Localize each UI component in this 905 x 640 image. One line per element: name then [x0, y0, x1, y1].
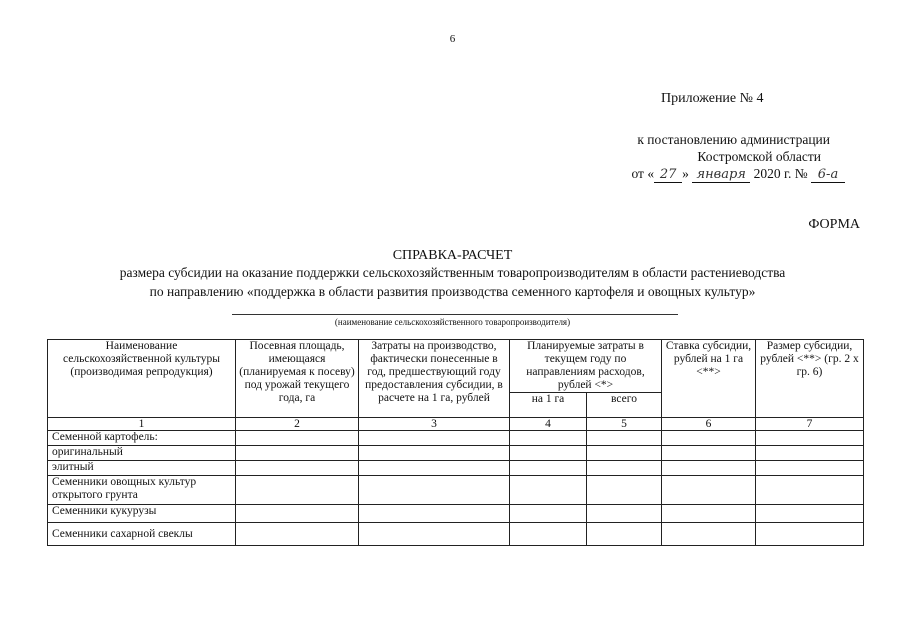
table-cell: [359, 505, 510, 523]
column-number: 1: [48, 418, 236, 431]
table-cell: [236, 431, 359, 446]
table-cell: [587, 505, 662, 523]
date-prefix: от «: [631, 166, 655, 181]
table-cell: [587, 523, 662, 546]
column-number: 2: [236, 418, 359, 431]
table-cell: [359, 523, 510, 546]
column-number: 3: [359, 418, 510, 431]
producer-name-line: [232, 314, 678, 315]
table-cell: [662, 461, 756, 476]
table-cell: [756, 446, 864, 461]
table-cell: [662, 431, 756, 446]
table-cell: [587, 446, 662, 461]
table-cell: [662, 476, 756, 505]
date-month-handwritten: января: [692, 168, 750, 183]
table-cell: [662, 505, 756, 523]
header-subsidy-amount: Размер субсидии, рублей <**> (гр. 2 x гр. 6): [756, 340, 864, 418]
producer-caption: (наименование сельскохозяйственного товаропроизводителя): [334, 317, 571, 327]
header-production-costs: Затраты на производство, фактически понесенные в год, предшествующий году предоставления субсидии, в расчете на 1 га, рублей: [359, 340, 510, 418]
table-cell: [662, 523, 756, 546]
date-year: 2020 г. №: [753, 166, 808, 181]
table-cell: [587, 461, 662, 476]
table-row: [48, 476, 864, 505]
table-cell: [236, 505, 359, 523]
crop-label: Семенной картофель:: [48, 431, 236, 446]
table-cell: [756, 476, 864, 505]
column-number: 7: [756, 418, 864, 431]
date-number-handwritten: 6-а: [811, 168, 845, 183]
header-subsidy-rate: Ставка субсидии, рублей на 1 га <**>: [662, 340, 756, 418]
header-sown-area: Посевная площадь, имеющаяся (планируемая к посеву) под урожай текущего года, га: [236, 340, 359, 418]
table-cell: [359, 476, 510, 505]
column-number: 4: [510, 418, 587, 431]
decree-line-1: к постановлению администрации: [637, 132, 830, 147]
crop-label: Семенники сахарной свеклы: [48, 523, 236, 546]
date-mid: »: [682, 166, 689, 181]
table-cell: [359, 446, 510, 461]
table-cell: [359, 431, 510, 446]
subsidy-table: [47, 339, 864, 546]
date-day-handwritten: 27: [654, 168, 682, 183]
subtitle-line-1: размера субсидии на оказание поддержки сельскохозяйственным товаропроизводителям в области растениеводства: [119, 265, 786, 280]
table-cell: [359, 461, 510, 476]
decree-line-2: Костромской области: [697, 149, 821, 164]
table-cell: [756, 431, 864, 446]
table-cell: [236, 446, 359, 461]
table-cell: [236, 523, 359, 546]
column-number-row: [48, 418, 864, 431]
decree-date-line: [631, 165, 845, 183]
table-row: [48, 505, 864, 523]
table-cell: [756, 461, 864, 476]
table-cell: [510, 431, 587, 446]
crop-label: Семенники кукурузы: [48, 505, 236, 523]
table-cell: [510, 461, 587, 476]
header-planned-costs: Планируемые затраты в текущем году по направлениям расходов, рублей <*>: [510, 340, 662, 393]
subtitle-line-2: по направлению «поддержка в области развития производства семенного картофеля и овощных культур»: [149, 284, 756, 299]
table-row: [48, 446, 864, 461]
crop-label: оригинальный: [48, 446, 236, 461]
table-cell: [510, 523, 587, 546]
table-cell: [587, 431, 662, 446]
header-crop-name: Наименование сельскохозяйственной культуры (производимая репродукция): [48, 340, 236, 418]
column-number: 6: [662, 418, 756, 431]
header-total: всего: [587, 393, 662, 418]
crop-label: элитный: [48, 461, 236, 476]
page-number: 6: [449, 33, 456, 45]
table-cell: [236, 476, 359, 505]
table-cell: [236, 461, 359, 476]
table-cell: [510, 476, 587, 505]
crop-label: Семенники овощных культур открытого грунта: [48, 476, 236, 505]
table-cell: [756, 505, 864, 523]
table-cell: [662, 446, 756, 461]
table-cell: [510, 505, 587, 523]
document-title: СПРАВКА-РАСЧЕТ: [392, 248, 513, 263]
table-row: [48, 523, 864, 546]
table-cell: [510, 446, 587, 461]
table-row: [48, 431, 864, 446]
header-per-hectare: на 1 га: [510, 393, 587, 418]
form-label: ФОРМА: [808, 217, 860, 232]
table-cell: [756, 523, 864, 546]
table-row: [48, 461, 864, 476]
column-number: 5: [587, 418, 662, 431]
table-cell: [587, 476, 662, 505]
appendix-label: Приложение № 4: [661, 91, 764, 106]
